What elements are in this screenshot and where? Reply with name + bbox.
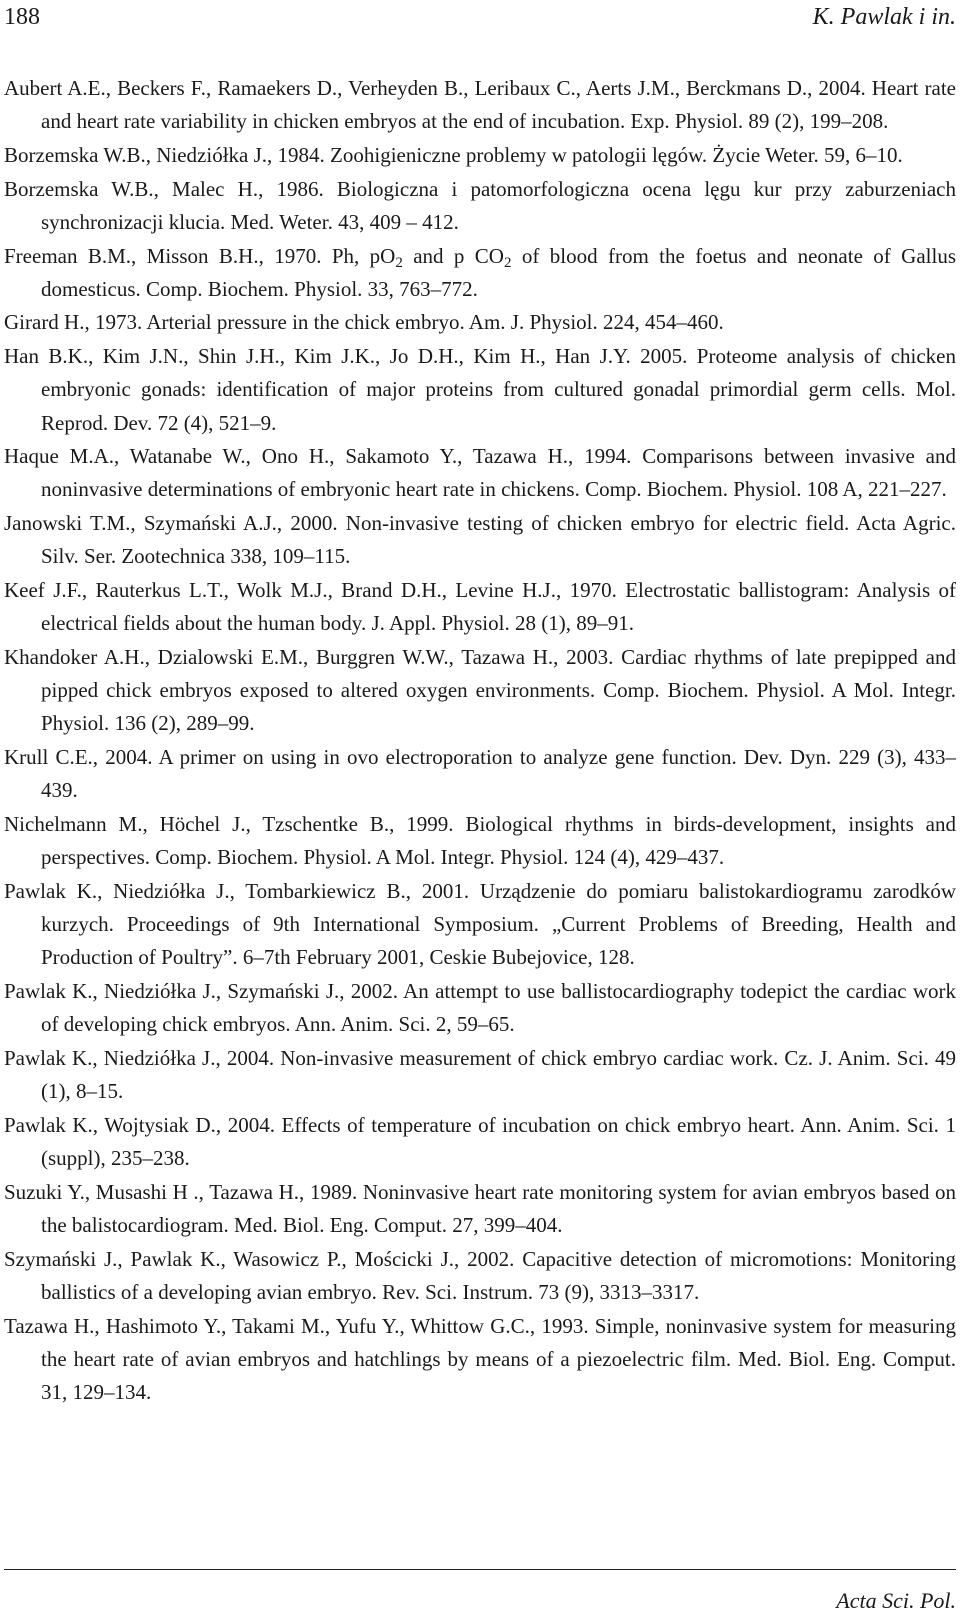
reference-list xyxy=(4,72,956,1410)
reference-item: Janowski T.M., Szymański A.J., 2000. Non-invasive testing of chicken embryo for electric field. Acta Agric. Silv. Ser. Zootechnica 338, 109–115. xyxy=(4,511,956,569)
reference-item: Borzemska W.B., Niedziółka J., 1984. Zoohigieniczne problemy w patologii lęgów. Życie Weter. 59, 6–10. xyxy=(4,142,903,167)
reference-item: Girard H., 1973. Arterial pressure in the chick embryo. Am. J. Physiol. 224, 454–460. xyxy=(4,310,724,335)
reference-item: Keef J.F., Rauterkus L.T., Wolk M.J., Brand D.H., Levine H.J., 1970. Electrostatic ballistogram: Analysis of electrical fields about the human body. J. Appl. Physiol. 28 (1), 89–91. xyxy=(4,578,956,636)
reference-item: Pawlak K., Wojtysiak D., 2004. Effects of temperature of incubation on chick embryo heart. Ann. Anim. Sci. 1 (suppl), 235–238. xyxy=(4,1112,956,1170)
page-number: 188 xyxy=(4,4,40,30)
reference-item: Pawlak K., Niedziółka J., 2004. Non-invasive measurement of chick embryo cardiac work. Cz. J. Anim. Sci. 49 (1), 8–15. xyxy=(4,1045,956,1104)
reference-item: Szymański J., Pawlak K., Wasowicz P., Mościcki J., 2002. Capacitive detection of micromotions: Monitoring ballistics of a developing avian embryo. Rev. Sci. Instrum. 73 (9), 3313–3317. xyxy=(4,1246,956,1304)
reference-item: Han B.K., Kim J.N., Shin J.H., Kim J.K., Jo D.H., Kim H., Han J.Y. 2005. Proteome analysis of chicken embryonic gonads: identification of major proteins from cultured gonadal primordial germ cells. Mol. Reprod. Dev. 72 (4), 521–9. xyxy=(4,344,956,435)
reference-item: Freeman B.M., Misson B.H., 1970. Ph, $pO_2$ and p $CO_2$ of blood from the foetus and neonate of Gallus domesticus. Comp. Biochem. Physiol. 33, 763–772. xyxy=(4,243,956,301)
footer-journal-name: Acta Sci. Pol. xyxy=(836,1588,956,1613)
reference-item: Haque M.A., Watanabe W., Ono H., Sakamoto Y., Tazawa H., 1994. Comparisons between invasive and noninvasive determinations of embryonic heart rate in chickens. Comp. Biochem. Physiol. 108 A, 221–227. xyxy=(4,444,956,502)
subscript: 2 xyxy=(503,254,512,271)
reference-item: Suzuki Y., Musashi H ., Tazawa H., 1989. Noninvasive heart rate monitoring system for avian embryos based on the balistocardiogram. Med. Biol. Eng. Comput. 27, 399–404. xyxy=(4,1179,956,1237)
reference-item: Khandoker A.H., Dzialowski E.M., Burggren W.W., Tazawa H., 2003. Cardiac rhythms of late prepipped and pipped chick embryos exposed to altered oxygen environments. Comp. Biochem. Physiol. A Mol. Integr. Physiol. 136 (2), 289–99. xyxy=(4,644,956,736)
reference-item: Nichelmann M., Höchel J., Tzschentke B., 1999. Biological rhythms in birds-development, insights and perspectives. Comp. Biochem. Physiol. A Mol. Integr. Physiol. 124 (4), 429–437. xyxy=(4,811,956,870)
reference-item: Aubert A.E., Beckers F., Ramaekers D., Verheyden B., Leribaux C., Aerts J.M., Berckmans D., 2004. Heart rate and heart rate variability in chicken embryos at the end of incubation. Exp. Physiol. 89 (2), 199–208. xyxy=(4,76,956,134)
reference-item: Krull C.E., 2004. A primer on using in ovo electroporation to analyze gene function. Dev. Dyn. 229 (3), 433–439. xyxy=(4,745,956,803)
reference-item: Pawlak K., Niedziółka J., Szymański J., 2002. An attempt to use ballistocardiography todepict the cardiac work of developing chick embryos. Ann. Anim. Sci. 2, 59–65. xyxy=(4,978,956,1037)
running-head: K. Pawlak i in. xyxy=(812,4,956,30)
reference-item: Tazawa H., Hashimoto Y., Takami M., Yufu Y., Whittow G.C., 1993. Simple, noninvasive system for measuring the heart rate of avian embryos and hatchlings by means of a piezoelectric film. Med. Biol. Eng. Comput. 31, 129–134. xyxy=(4,1313,956,1404)
subscript: 2 xyxy=(395,254,403,271)
reference-item: Borzemska W.B., Malec H., 1986. Biologiczna i patomorfologiczna ocena lęgu kur przy zaburzeniach synchronizacji klucia. Med. Weter. 43, 409 – 412. xyxy=(4,176,956,234)
footer-rule xyxy=(4,1569,956,1570)
reference-item: Pawlak K., Niedziółka J., Tombarkiewicz B., 2001. Urządzenie do pomiaru balistokardiogramu zarodków kurzych. Proceedings of 9th International Symposium. „Current Problems of Breeding, Health and Production of Poultry”. 6–7th February 2001, Ceskie Bubejovice, 128. xyxy=(4,878,956,970)
